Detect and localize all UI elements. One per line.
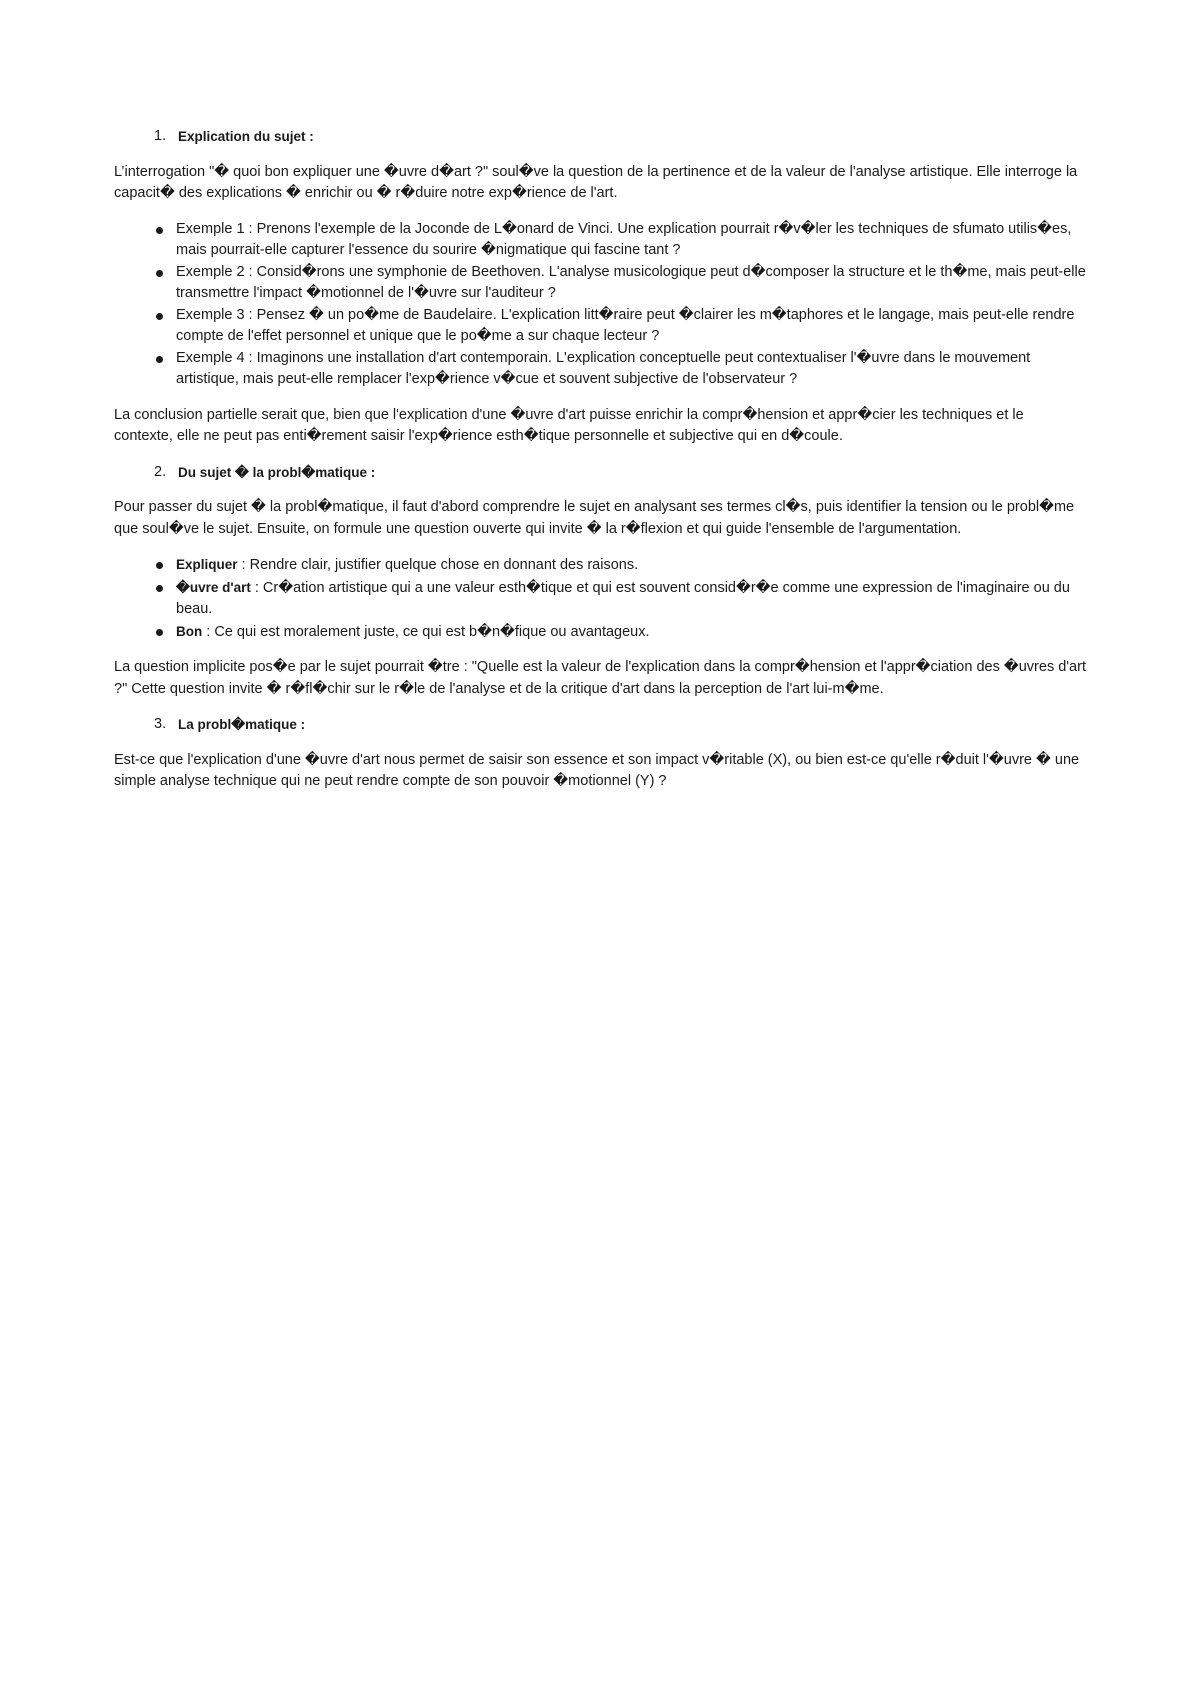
term-label: Expliquer [176, 557, 238, 572]
section-title: Explication du sujet : [178, 129, 314, 144]
list-item [176, 621, 1086, 644]
list-item [176, 219, 1086, 262]
section-heading [154, 462, 1086, 484]
term-label: �uvre d'art [176, 579, 251, 595]
list-item [176, 348, 1086, 391]
section-heading [154, 126, 1086, 148]
term-label: Bon [176, 623, 203, 639]
section-conclusion: La question implicite pos�e par le sujet pourrait �tre : "Quelle est la valeur de l'explication dans la compr�hension et l'appr�ciation des �uvres d'art ?" Cette question invite � r�fl�chir sur le r�le de l'analyse et de la critique d'art dans la perception de l'art lui-m�me. [114, 659, 1086, 697]
section-1 [114, 126, 1086, 448]
list-item-text: Exemple 3 : Pensez � un po�me de Baudelaire. L'explication litt�raire peut �clairer les m�taphores et le langage, mais peut-elle rendre compte de l'effet personnel et unique que le po�me a sur chaque lecteur ? [176, 306, 1075, 344]
example-list [114, 219, 1086, 391]
list-item [176, 554, 1086, 577]
term-definition: : Ce qui est moralement juste, ce qui est b�n�fique ou avantageux. [202, 623, 650, 640]
section-intro: Pour passer du sujet � la probl�matique, il faut d'abord comprendre le sujet en analysant ses termes cl�s, puis identifier la tension ou le probl�me que soul�ve le sujet. Ensuite, on formule une question ouverte qui invite � la r�flexion et qui guide l'ensemble de l'argumentation. [114, 499, 1075, 537]
term-definition: : Cr�ation artistique qui a une valeur esth�tique et qui est souvent consid�r�e comme une expression de l'imaginaire ou du beau. [176, 579, 1070, 617]
list-item [176, 262, 1086, 305]
section-number: 3. [154, 716, 167, 732]
section-number: 1. [154, 128, 167, 144]
definition-list [114, 554, 1086, 643]
list-item-text: Exemple 2 : Consid�rons une symphonie de Beethoven. L'analyse musicologique peut d�composer la structure et le th�me, mais peut-elle transmettre l'impact �motionnel de l'�uvre sur l'auditeur ? [176, 263, 1086, 301]
section-intro: L’interrogation "� quoi bon expliquer une �uvre d�art ?" soul�ve la question de la pertinence et de la valeur de l'analyse artistique. Elle interroge la capacit� des explications � enrichir ou � r�duire notre exp�rience de l'art. [114, 163, 1078, 201]
section-number: 2. [154, 463, 167, 480]
list-item [176, 577, 1086, 621]
document-page [114, 126, 1086, 807]
list-item-text: Exemple 1 : Prenons l'exemple de la Joconde de L�onard de Vinci. Une explication pourrait r�v�ler les techniques de sfumato utilis�es, mais pourrait-elle capturer l'essence du sourire �nigmatique qui fascine tant ? [176, 220, 1072, 258]
section-intro: Est-ce que l'explication d'une �uvre d'art nous permet de saisir son essence et son impact v�ritable (X), ou bien est-ce qu'elle r�duit l'�uvre � une simple analyse technique qui ne peut rendre compte de son pouvoir �motionnel (Y) ? [114, 751, 1080, 789]
section-heading [154, 714, 1086, 736]
list-item-text: Exemple 4 : Imaginons une installation d'art contemporain. L'explication conceptuelle peut contextualiser l'�uvre dans le mouvement artistique, mais peut-elle remplacer l'exp�rience v�cue et souvent subjective de l'observateur ? [176, 349, 1031, 387]
section-conclusion: La conclusion partielle serait que, bien que l'explication d'une �uvre d'art puisse enrichir la compr�hension et appr�cier les techniques et le contexte, elle ne peut pas enti�rement saisir l'exp�rience esth�tique personnelle et subjective qui en d�coule. [114, 406, 1024, 444]
list-item [176, 305, 1086, 348]
section-title: La probl�matique : [178, 717, 306, 732]
term-definition: : Rendre clair, justifier quelque chose en donnant des raisons. [237, 557, 639, 573]
section-3 [114, 714, 1086, 793]
section-2 [114, 462, 1086, 701]
section-title: Du sujet � la probl�matique : [178, 464, 376, 480]
